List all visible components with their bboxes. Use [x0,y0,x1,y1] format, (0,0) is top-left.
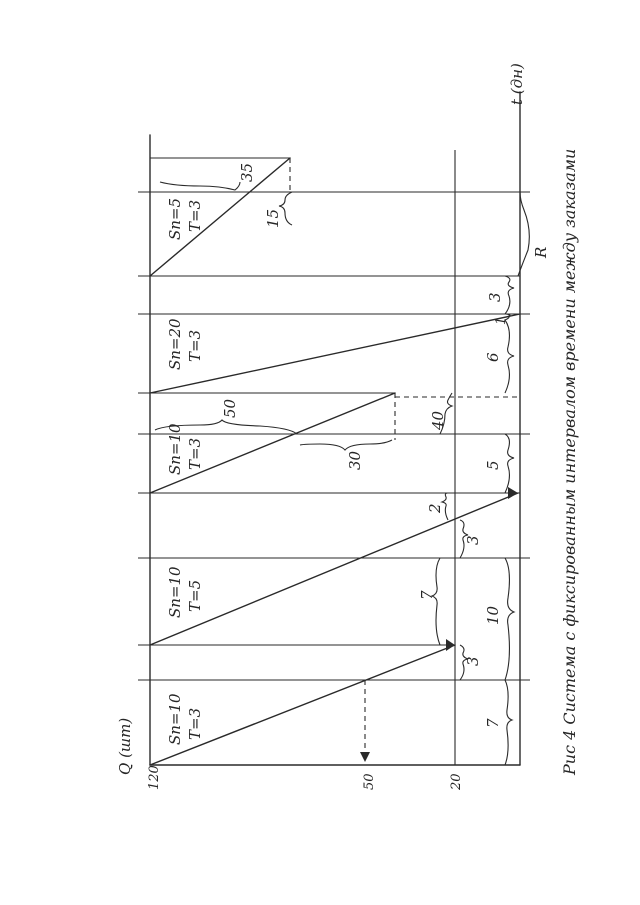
brace-labels [221,163,550,728]
brace [505,680,512,765]
label-6: 6 [484,352,502,362]
braces [155,182,529,765]
brace [505,276,514,314]
figure-caption: Рис 4 Система с фиксированным интервалом времени между заказами [560,148,579,775]
brace [505,434,514,493]
label-3: 3 [464,656,482,666]
tick-20: 20 [449,773,464,790]
consumption-line [150,314,520,393]
inventory-curve [150,158,520,765]
label-30: 30 [346,450,364,470]
arrow-head [446,639,455,651]
period-s-label: Sп=10 [166,693,184,745]
period-t-label: T=3 [186,437,204,470]
period-t-label: T=3 [186,199,204,232]
label-5: 5 [484,460,502,470]
arrow-head [508,487,518,499]
period-labels [166,198,204,745]
brace [300,440,392,450]
arrow-head [360,752,370,762]
t-axis-label: t (дн) [508,63,526,105]
label-10: 10 [484,605,502,625]
period-t-label: T=3 [186,329,204,362]
label-7: 7 [418,590,436,600]
brace [432,558,440,645]
period-s-label: Sп=5 [166,197,184,240]
label-3: 3 [486,292,504,302]
label-2: 2 [426,503,444,513]
label-1: 1 [494,316,509,325]
label-15: 15 [264,208,282,228]
brace [160,182,240,190]
label-3: 3 [464,535,482,545]
label-50: 50 [221,398,239,418]
consumption-line [150,645,455,765]
consumption-line [150,493,518,645]
label-40: 40 [429,410,447,430]
period-t-label: T=3 [186,707,204,740]
tick-50: 50 [362,773,377,790]
label-35: 35 [238,162,256,182]
period-s-label: Sп=10 [166,566,184,618]
period-t-label: T=5 [186,579,204,612]
q-axis-label: Q (шт) [116,717,134,775]
tick-120: 120 [147,765,162,790]
brace [505,320,514,393]
period-s-label: Sп=20 [166,318,184,370]
period-s-label: Sп=10 [166,423,184,475]
brace [505,558,514,680]
label-r: R [532,246,550,258]
label-7: 7 [484,718,502,728]
